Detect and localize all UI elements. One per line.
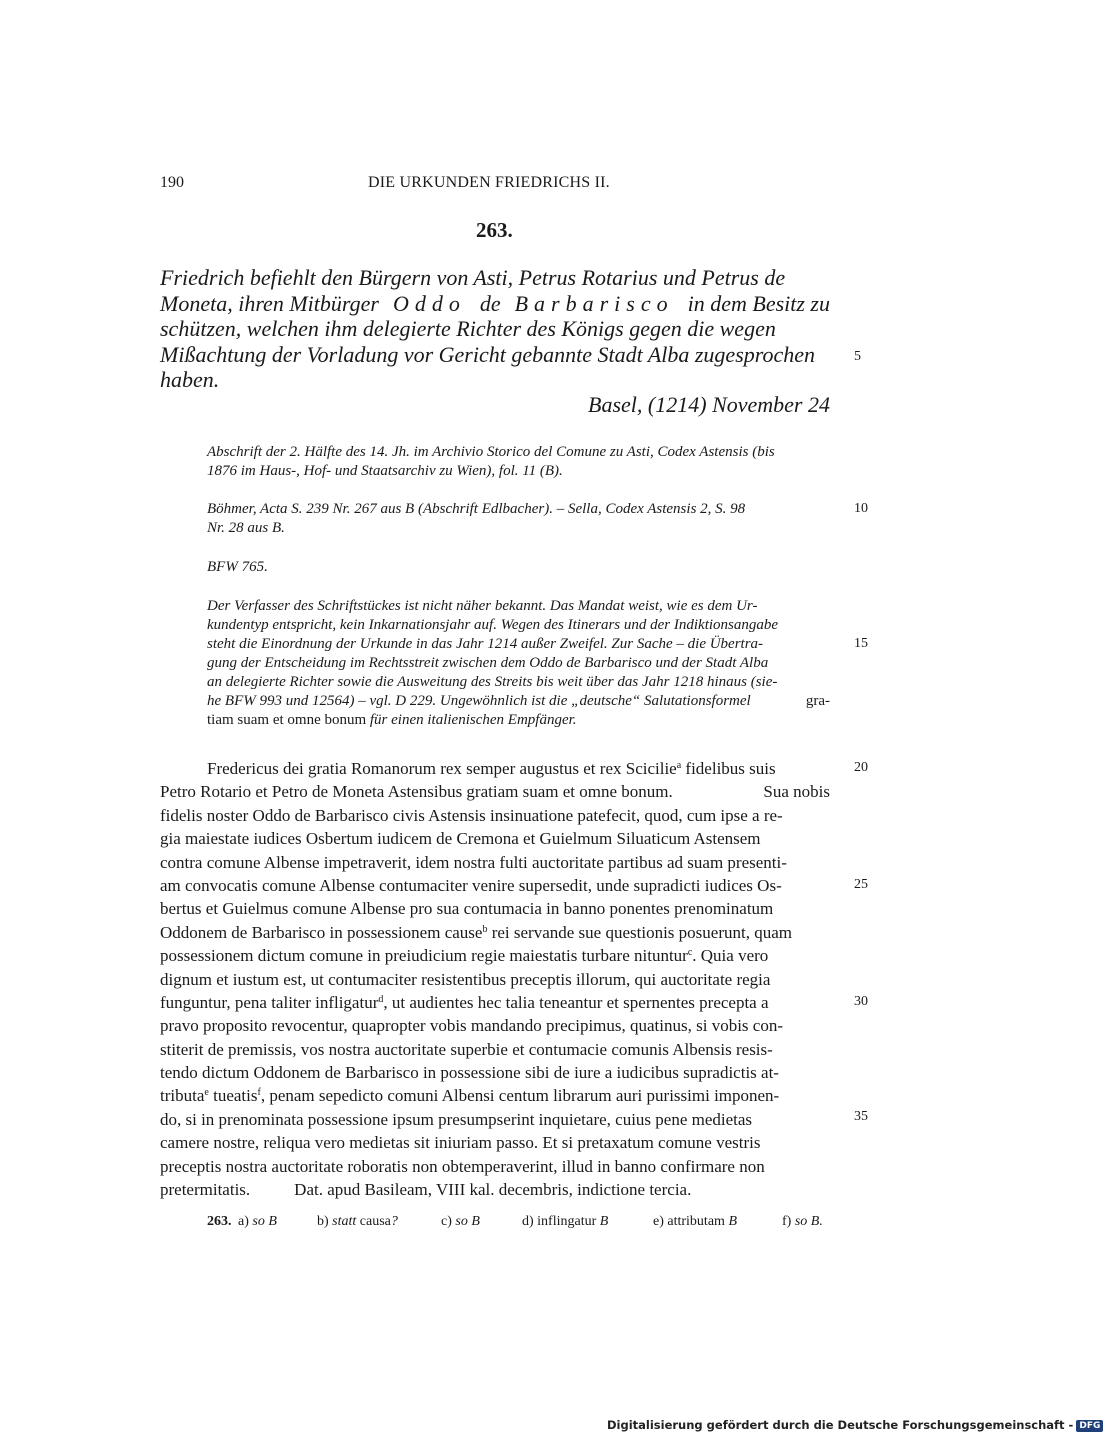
line-number: 30 <box>854 994 868 1009</box>
line-number: 15 <box>854 636 868 651</box>
text-line: Oddonem de Barbarisco in possessionem cause$^b$ rei servande sue questionis posuerunt, quam <box>160 922 792 942</box>
charter-text <box>160 757 830 1201</box>
line-number: 20 <box>854 760 868 775</box>
person-name: Oddo <box>392 290 466 316</box>
text-line: Fredericus dei gratia Romanorum rex semper augustus et rex Scicilie$^a$ fidelibus suis <box>207 759 776 778</box>
text-line: pretermitatis. Dat. apud Basileam, VIII kal. decembris, indictione tercia. <box>160 1180 692 1200</box>
dateline: Basel, (1214) November 24 <box>588 392 830 417</box>
text-line: bertus et Guielmus comune Albense pro sua contumacia in banno ponentes prenominatum <box>160 899 774 919</box>
regest-line: haben. <box>160 367 220 392</box>
document-number: 263. <box>476 218 513 242</box>
text-line: contra comune Albense impetraverit, idem nostra fulti auctoritate partibus ad suam presenti- <box>160 852 787 872</box>
footnote-marker: e <box>204 1087 209 1099</box>
regest-line: Moneta, ihren Mitbürger Oddo de Barbarisco in dem Besitz zu <box>160 290 830 316</box>
regest-line: Friedrich befiehlt den Bürgern von Asti, Petrus Rotarius und Petrus de <box>160 265 786 290</box>
line-number: 10 <box>854 501 868 516</box>
text-line: camere nostre, reliqua vero medietas sit iniuriam passo. Et si pretaxatum comune vestris <box>160 1133 761 1153</box>
page-number: 190 <box>160 174 184 191</box>
text-line: tributa$^e$ tueatis$^f$, penam sepedicto comuni Albensi centum librarum auri purissimi imponen- <box>160 1086 780 1106</box>
footnote-marker: f <box>257 1087 261 1099</box>
text-line: tendo dictum Oddonem de Barbarisco in possessione sibi de iure a iudicibus supradictis at- <box>160 1063 779 1083</box>
line-number: 5 <box>854 349 861 364</box>
dfg-logo-icon: DFG <box>1076 1420 1103 1432</box>
footnote-marker: a <box>676 760 682 771</box>
regest <box>160 265 830 393</box>
text-line: gia maiestate iudices Osbertum iudicem de Cremona et Guielmum Siluaticum Astensem <box>160 829 761 849</box>
edition-note: Böhmer, Acta S. 239 Nr. 267 aus B (Abschrift Edlbacher). – Sella, Codex Astensis 2, S. 98 Nr. 28 aus B. <box>207 501 746 536</box>
text-line: funguntur, pena taliter infligatur$^d$, ut audientes hec talia teneantur et spernentes precepta a <box>160 992 769 1012</box>
footnote-f: f) so B. <box>782 1214 823 1229</box>
commentary-note: Der Verfasser des Schriftstückes ist nicht näher bekannt. Das Mandat weist, wie es dem Ur- kundentyp entspricht, kein Inkarnationsjahr auf. Wegen des Itinerars und der Indiktionsangabe steht die Einordnung der Urkunde in das Jahr 1214 außer Zweifel. Zur Sache – die Übertra- gung der Entscheidung im Rechtsstreit zwischen dem Oddo de Barbarisco und der Stadt Alba an delegierte Richter sowie die Ausweitung des Streits bis weit über das Jahr 1218 hinaus (sie- he BFW 993 und 12564) – vgl. D 229. Ungewöhnlich ist die „deutsche“ Salutationsformel gra- tiam suam et omne bonum für einen italienischen Empfänger. <box>207 598 830 728</box>
text-line: preceptis nostra auctoritate roboratis non obtemperaverint, illud in banno confirmare non <box>160 1156 765 1176</box>
regest-line: Mißachtung der Vorladung vor Gericht gebannte Stadt Alba zugesprochen <box>160 341 816 367</box>
line-number: 35 <box>854 1109 868 1124</box>
footnote-d: d) inflingatur B <box>522 1214 609 1229</box>
line-number: 25 <box>854 877 868 892</box>
footnote-a: a) so B <box>238 1214 277 1229</box>
footnote-b: b) statt causa? <box>317 1214 398 1229</box>
text-line: do, si in prenominata possessione ipsum presumpserint inquietare, cuius pene medietas <box>160 1109 753 1129</box>
running-title: DIE URKUNDEN FRIEDRICHS II. <box>368 174 610 191</box>
person-name: Barbarisco <box>514 290 674 316</box>
footnote-c: c) so B <box>441 1214 480 1229</box>
text-line: pravo proposito revocentur, quapropter vobis mandando precipimus, quatinus, si vobis con- <box>160 1016 783 1036</box>
footnote-marker: b <box>482 923 488 935</box>
register-note: BFW 765. <box>207 559 268 575</box>
regest-line: schützen, welchen ihm delegierte Richter des Königs gegen die wegen <box>160 316 776 341</box>
text-line: stiterit de premissis, vos nostra auctoritate superbie et contumacie comunis Albensis resis- <box>160 1039 773 1059</box>
text-line: Petro Rotario et Petro de Moneta Astensibus gratiam suam et omne bonum. Sua nobis <box>160 782 830 802</box>
text-line: am convocatis comune Albense contumaciter venire supersedit, unde supradicti iudices Os- <box>160 875 782 895</box>
footnote-marker: d <box>378 993 384 1005</box>
footnote-label: 263. <box>207 1214 232 1229</box>
source-note: Abschrift der 2. Hälfte des 14. Jh. im Archivio Storico del Comune zu Asti, Codex Astensis (bis 1876 im Haus-, Hof- und Staatsarchiv zu Wien), fol. 11 (B). <box>207 444 775 479</box>
text-line: possessionem dictum comune in preiudicium regie maiestatis turbare nituntur$^c$. Quia vero <box>160 946 769 966</box>
footnote-marker: c <box>687 947 693 959</box>
text-line: fidelis noster Oddo de Barbarisco civis Astensis insinuatione patefecit, quod, cum ipse a re- <box>160 805 783 825</box>
text-line: dignum et iustum est, ut contumaciter resistentibus preceptis illorum, qui auctoritate regia <box>160 969 771 989</box>
footnote-e: e) attributam B <box>653 1214 737 1229</box>
digitization-credit: Digitalisierung gefördert durch die Deutsche Forschungsgemeinschaft - DFG <box>607 1418 1103 1432</box>
